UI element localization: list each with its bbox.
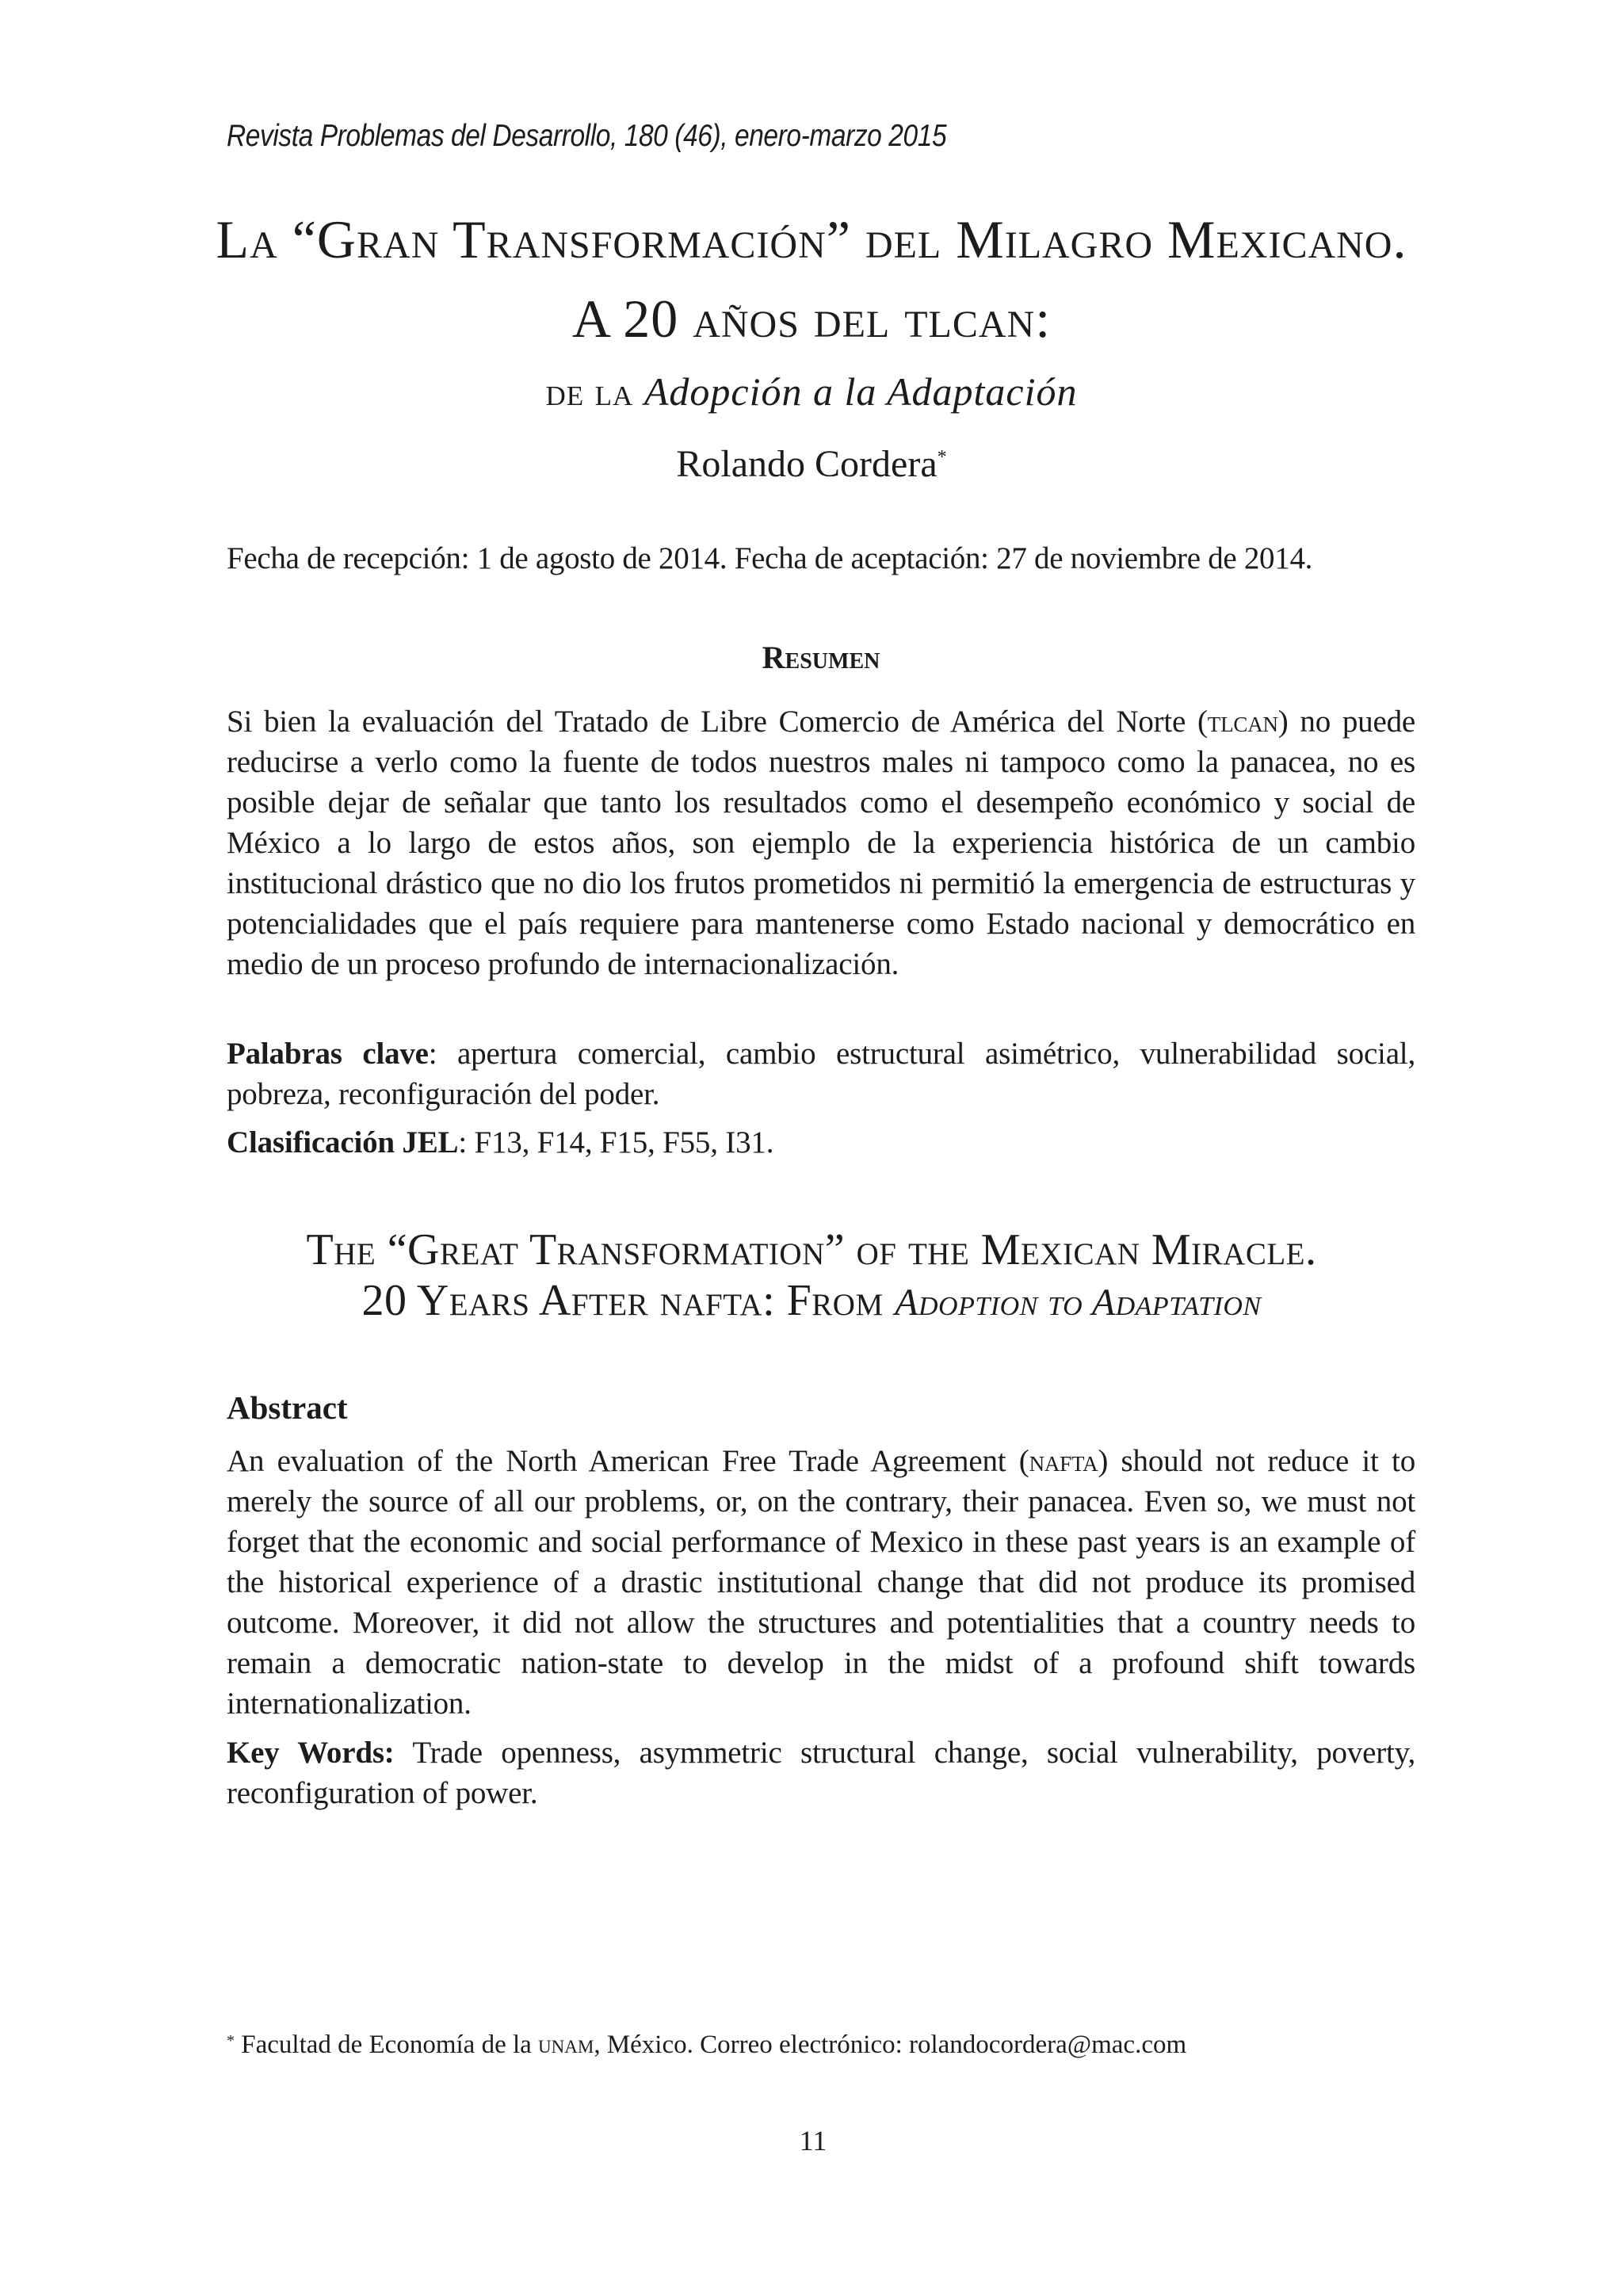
reception-dates: Fecha de recepción: 1 de agosto de 2014. Fecha de aceptación: 27 de noviembre de 2014.	[227, 541, 1313, 575]
abstract-heading: Abstract	[227, 1389, 348, 1426]
keywords-english	[227, 1733, 1415, 1813]
title-en-line-2	[158, 1275, 1465, 1328]
title-es-line-3-italic: Adopción a la Adaptación	[643, 369, 1078, 414]
acronym-nafta: nafta	[1029, 1444, 1098, 1478]
keywords-es-label: Palabras clave	[227, 1037, 429, 1071]
keywords-en-text: Trade openness, asymmetric structural change, social vulnerability, poverty, reconfiguration of power.	[227, 1736, 1415, 1810]
author-footnote: * Facultad de Economía de la unam, México. Correo electrónico: rolandocordera@mac.com	[227, 2030, 1187, 2059]
author-name: Rolando Cordera	[676, 443, 938, 485]
title-es-line-2: A 20 años del tlcan:	[571, 288, 1052, 349]
journal-header: Revista Problemas del Desarrollo, 180 (46), enero-marzo 2015	[227, 119, 947, 153]
resumen-heading: Resumen	[762, 640, 880, 675]
author-footnote-marker: *	[937, 447, 947, 468]
jel-text: : F13, F14, F15, F55, I31.	[458, 1125, 774, 1159]
jel-label: Clasificación JEL	[227, 1125, 459, 1159]
title-es-line-1: La “Gran Transformación” del Milagro Mexicano.	[216, 209, 1407, 269]
article-title-english	[158, 1224, 1465, 1328]
acronym-unam: unam	[538, 2030, 594, 2059]
abstract-body: An evaluation of the North American Free Trade Agreement (nafta) should not reduce it to merely the source of all our problems, or, on the contrary, their panacea. Even so, we must not forget that the economic and social performance of Mexico in these past years is an example of the historical experience of a drastic institutional change that did not produce its promised outcome. Moreover, it did not allow the structures and potentialities that a country needs to remain a democratic nation-state to develop in the midst of a profound shift towards internationalization.	[227, 1444, 1415, 1721]
title-es-line-3	[158, 358, 1465, 425]
title-en-line-1: The “Great Transformation” of the Mexican Miracle.	[306, 1225, 1317, 1274]
title-es-line-3-prefix: de la	[545, 369, 644, 414]
author	[158, 442, 1465, 486]
title-en-line-2-italic: Adoption to Adaptation	[895, 1282, 1262, 1324]
page-number: 11	[799, 2125, 827, 2157]
jel-classification	[227, 1122, 1415, 1163]
keywords-en-label: Key Words:	[227, 1736, 395, 1770]
footnote-marker: *	[227, 2032, 235, 2050]
keywords-es-text: : apertura comercial, cambio estructural asimétrico, vulnerabilidad social, pobreza, reconfiguración del poder.	[227, 1037, 1415, 1111]
article-title-spanish	[158, 200, 1465, 425]
title-en-line-2-prefix: 20 Years After nafta: From	[361, 1276, 896, 1325]
acronym-tlcan: tlcan	[1207, 705, 1278, 739]
resumen-body: Si bien la evaluación del Tratado de Libre Comercio de América del Norte (tlcan) no puede reducirse a verlo como la fuente de todos nuestros males ni tampoco como la panacea, no es posible dejar de señalar que tanto los resultados como el desempeño económico y social de México a lo largo de estos años, son ejemplo de la experiencia histórica de un cambio institucional drástico que no dio los frutos prometidos ni permitió la emergencia de estructuras y potencialidades que el país requiere para mantenerse como Estado nacional y democrático en medio de un proceso profundo de internacionalización.	[227, 705, 1416, 981]
keywords-spanish	[227, 1033, 1415, 1114]
